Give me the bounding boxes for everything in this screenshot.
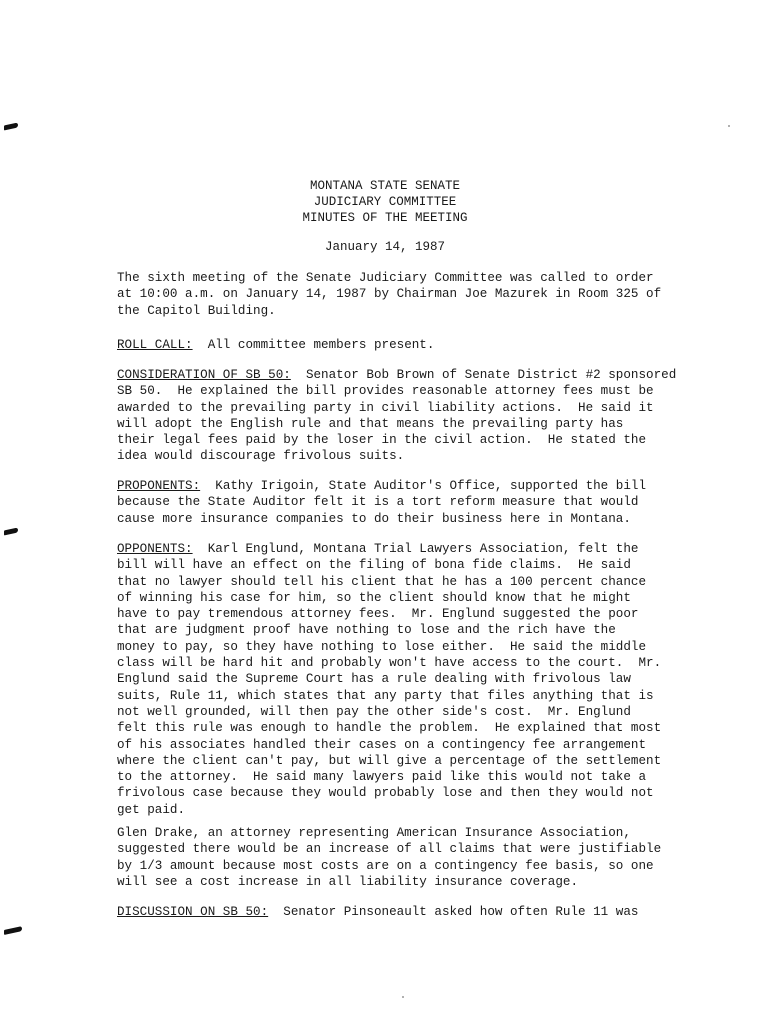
roll-call-paragraph: ROLL CALL: All committee members present. (117, 338, 435, 352)
speck (728, 125, 730, 127)
speck (402, 996, 404, 998)
proponents-heading: PROPONENTS: (117, 479, 201, 493)
consideration-heading: CONSIDERATION OF SB 50: (117, 368, 291, 382)
binding-mark-bottom (4, 926, 22, 935)
roll-call-heading: ROLL CALL: (117, 338, 193, 352)
header-senate: MONTANA STATE SENATE (309, 179, 461, 193)
intro-paragraph: The sixth meeting of the Senate Judiciary Committee was called to order at 10:00 a.m. on January 14, 1987 by Chairman Joe Mazurek in Room 325 of the Capitol Building. (117, 271, 662, 318)
discussion-paragraph: DISCUSSION ON SB 50: Senator Pinsoneault asked how often Rule 11 was (117, 905, 639, 919)
discussion-heading: DISCUSSION ON SB 50: (117, 905, 269, 919)
proponents-paragraph: PROPONENTS: Kathy Irigoin, State Auditor's Office, supported the bill because the State Auditor felt it is a tort reform measure that would cause more insurance companies to do their business here in Montana. (117, 479, 647, 526)
header-committee: JUDICIARY COMMITTEE (313, 195, 457, 209)
document-header (0, 178, 770, 226)
drake-paragraph: Glen Drake, an attorney representing American Insurance Association, suggested there would be an increase of all claims that were justifiable by 1/3 amount because most costs are on a contingency fee basis, so one will see a cost increase in all liability insurance coverage. (117, 826, 662, 889)
meeting-date: January 14, 1987 (324, 240, 446, 254)
header-minutes: MINUTES OF THE MEETING (302, 211, 468, 225)
opponents-heading: OPPONENTS: (117, 542, 193, 556)
binding-mark-middle (4, 528, 18, 536)
opponents-paragraph: OPPONENTS: Karl Englund, Montana Trial Lawyers Association, felt the bill will have an effect on the filing of bona fide claims. He said that no lawyer should tell his client that he has a 100 percent chance of winning his case for him, so the client should know that he might have to pay tremendous attorney fees. Mr. Englund suggested the poor that are judgment proof have nothing to lose and the rich have the money to pay, so they have nothing to lose either. He said the middle class will be hard hit and probably won't have access to the court. Mr. Englund said the Supreme Court has a rule dealing with frivolous law suits, Rule 11, which states that any party that files anything that is not well grounded, will then pay the other side's cost. Mr. Englund felt this rule was enough to handle the problem. He explained that most of his associates handled their cases on a contingency fee arrangement where the client can't pay, but will give a percentage of the settlement to the attorney. He said many lawyers paid like this would not take a frivolous case because they would probably lose and then they would not get paid. (117, 542, 662, 817)
consideration-paragraph: CONSIDERATION OF SB 50: Senator Bob Brown of Senate District #2 sponsored SB 50. He explained the bill provides reasonable attorney fees must be awarded to the prevailing party in civil liability actions. He said it will adopt the English rule and that means the prevailing party has their legal fees paid by the loser in the civil action. He stated the idea would discourage frivolous suits. (117, 368, 677, 464)
binding-mark-top (4, 123, 18, 131)
